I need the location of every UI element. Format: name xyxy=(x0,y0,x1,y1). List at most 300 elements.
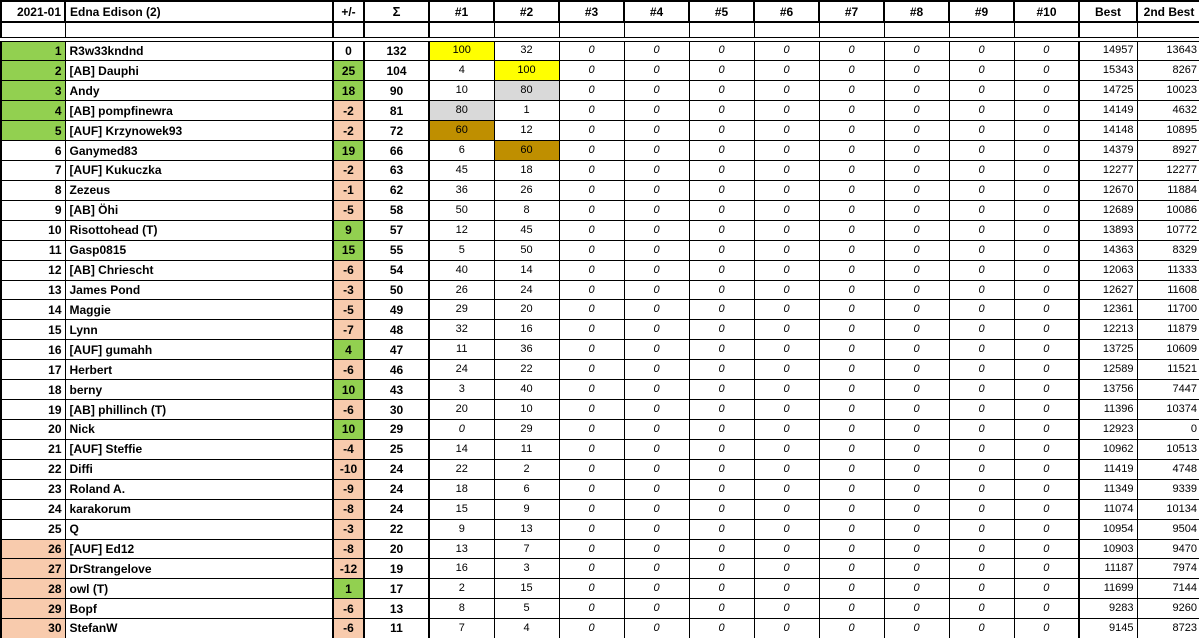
score-cell[interactable]: 0 xyxy=(819,320,884,340)
score-cell[interactable]: 0 xyxy=(559,380,624,400)
score-cell[interactable]: 0 xyxy=(689,340,754,360)
name-cell[interactable]: Q xyxy=(65,519,333,539)
score-cell[interactable]: 0 xyxy=(559,300,624,320)
spacer-cell[interactable] xyxy=(949,22,1014,37)
score-cell[interactable]: 0 xyxy=(689,240,754,260)
score-cell[interactable]: 15 xyxy=(429,499,494,519)
score-cell[interactable]: 0 xyxy=(949,400,1014,420)
score-cell[interactable]: 0 xyxy=(624,559,689,579)
score-cell[interactable]: 0 xyxy=(884,479,949,499)
score-cell[interactable]: 0 xyxy=(624,380,689,400)
score-cell[interactable]: 5 xyxy=(494,599,559,619)
score-cell[interactable]: 0 xyxy=(949,61,1014,81)
score-cell[interactable]: 0 xyxy=(689,559,754,579)
best-cell[interactable]: 12670 xyxy=(1079,180,1137,200)
sum-cell[interactable]: 104 xyxy=(364,61,429,81)
score-cell[interactable]: 12 xyxy=(429,220,494,240)
score-cell[interactable]: 0 xyxy=(689,320,754,340)
score-cell[interactable]: 0 xyxy=(624,400,689,420)
score-cell[interactable]: 0 xyxy=(689,141,754,161)
score-cell[interactable]: 7 xyxy=(494,539,559,559)
score-cell[interactable]: 0 xyxy=(819,101,884,121)
score-cell[interactable]: 0 xyxy=(624,240,689,260)
score-cell[interactable]: 15 xyxy=(494,579,559,599)
score-cell[interactable]: 0 xyxy=(689,280,754,300)
score-cell[interactable]: 0 xyxy=(819,400,884,420)
score-cell[interactable]: 0 xyxy=(819,141,884,161)
game-header[interactable]: #3 xyxy=(559,1,624,22)
second-best-cell[interactable]: 10895 xyxy=(1137,121,1199,141)
score-cell[interactable]: 0 xyxy=(624,101,689,121)
sum-cell[interactable]: 24 xyxy=(364,459,429,479)
score-cell[interactable]: 22 xyxy=(429,459,494,479)
spacer-cell[interactable] xyxy=(1137,22,1199,37)
best-cell[interactable]: 11074 xyxy=(1079,499,1137,519)
best-cell[interactable]: 13756 xyxy=(1079,380,1137,400)
score-cell[interactable]: 18 xyxy=(429,479,494,499)
score-cell[interactable]: 0 xyxy=(624,320,689,340)
score-cell[interactable]: 0 xyxy=(624,141,689,161)
score-cell[interactable]: 0 xyxy=(559,121,624,141)
spacer-cell[interactable] xyxy=(559,22,624,37)
score-cell[interactable]: 0 xyxy=(949,260,1014,280)
sum-cell[interactable]: 90 xyxy=(364,81,429,101)
score-cell[interactable]: 0 xyxy=(1014,360,1079,380)
best-cell[interactable]: 9283 xyxy=(1079,599,1137,619)
second-best-cell[interactable]: 11608 xyxy=(1137,280,1199,300)
delta-cell[interactable]: -4 xyxy=(333,439,364,459)
name-cell[interactable]: [AB] phillinch (T) xyxy=(65,400,333,420)
best-cell[interactable]: 11187 xyxy=(1079,559,1137,579)
score-cell[interactable]: 0 xyxy=(624,41,689,61)
score-cell[interactable]: 0 xyxy=(1014,380,1079,400)
score-cell[interactable]: 9 xyxy=(494,499,559,519)
score-cell[interactable]: 0 xyxy=(559,200,624,220)
score-cell[interactable]: 0 xyxy=(949,619,1014,638)
score-cell[interactable]: 0 xyxy=(559,539,624,559)
score-cell[interactable]: 0 xyxy=(689,300,754,320)
best-cell[interactable]: 12589 xyxy=(1079,360,1137,380)
score-cell[interactable]: 0 xyxy=(559,180,624,200)
score-cell[interactable]: 0 xyxy=(949,41,1014,61)
rank-cell[interactable]: 25 xyxy=(1,519,65,539)
rank-cell[interactable]: 22 xyxy=(1,459,65,479)
score-cell[interactable]: 0 xyxy=(754,260,819,280)
score-cell[interactable]: 100 xyxy=(494,61,559,81)
sum-cell[interactable]: 13 xyxy=(364,599,429,619)
score-cell[interactable]: 0 xyxy=(819,220,884,240)
name-cell[interactable]: Gasp0815 xyxy=(65,240,333,260)
sum-cell[interactable]: 19 xyxy=(364,559,429,579)
score-cell[interactable]: 0 xyxy=(754,459,819,479)
score-cell[interactable]: 0 xyxy=(689,380,754,400)
sum-cell[interactable]: 43 xyxy=(364,380,429,400)
score-cell[interactable]: 0 xyxy=(949,420,1014,440)
score-cell[interactable]: 0 xyxy=(559,220,624,240)
score-cell[interactable]: 0 xyxy=(949,161,1014,181)
delta-cell[interactable]: -1 xyxy=(333,180,364,200)
spacer-cell[interactable] xyxy=(624,22,689,37)
sum-cell[interactable]: 132 xyxy=(364,41,429,61)
score-cell[interactable]: 0 xyxy=(559,280,624,300)
second-best-cell[interactable]: 7144 xyxy=(1137,579,1199,599)
score-cell[interactable]: 2 xyxy=(429,579,494,599)
second-best-cell[interactable]: 9339 xyxy=(1137,479,1199,499)
rank-cell[interactable]: 24 xyxy=(1,499,65,519)
score-cell[interactable]: 0 xyxy=(754,559,819,579)
score-cell[interactable]: 0 xyxy=(689,200,754,220)
second-best-cell[interactable]: 0 xyxy=(1137,420,1199,440)
spacer-cell[interactable] xyxy=(364,22,429,37)
score-cell[interactable]: 0 xyxy=(559,459,624,479)
second-best-header[interactable]: 2nd Best xyxy=(1137,1,1199,22)
score-cell[interactable]: 60 xyxy=(494,141,559,161)
score-cell[interactable]: 0 xyxy=(754,619,819,638)
score-cell[interactable]: 0 xyxy=(689,101,754,121)
score-cell[interactable]: 0 xyxy=(559,81,624,101)
sum-cell[interactable]: 62 xyxy=(364,180,429,200)
delta-cell[interactable]: 0 xyxy=(333,41,364,61)
score-cell[interactable]: 0 xyxy=(1014,519,1079,539)
delta-cell[interactable]: 9 xyxy=(333,220,364,240)
score-cell[interactable]: 0 xyxy=(624,479,689,499)
name-cell[interactable]: [AUF] Steffie xyxy=(65,439,333,459)
sum-cell[interactable]: 24 xyxy=(364,479,429,499)
score-cell[interactable]: 29 xyxy=(429,300,494,320)
score-cell[interactable]: 0 xyxy=(819,300,884,320)
score-cell[interactable]: 0 xyxy=(949,300,1014,320)
delta-cell[interactable]: 4 xyxy=(333,340,364,360)
delta-cell[interactable]: -5 xyxy=(333,200,364,220)
name-cell[interactable]: DrStrangelove xyxy=(65,559,333,579)
spacer-cell[interactable] xyxy=(819,22,884,37)
sum-cell[interactable]: 17 xyxy=(364,579,429,599)
best-cell[interactable]: 12923 xyxy=(1079,420,1137,440)
rank-cell[interactable]: 6 xyxy=(1,141,65,161)
score-cell[interactable]: 0 xyxy=(754,599,819,619)
delta-cell[interactable]: -2 xyxy=(333,101,364,121)
score-cell[interactable]: 50 xyxy=(429,200,494,220)
score-cell[interactable]: 0 xyxy=(559,61,624,81)
score-cell[interactable]: 0 xyxy=(689,599,754,619)
sum-cell[interactable]: 25 xyxy=(364,439,429,459)
second-best-cell[interactable]: 8329 xyxy=(1137,240,1199,260)
spacer-cell[interactable] xyxy=(754,22,819,37)
score-cell[interactable]: 0 xyxy=(624,260,689,280)
sum-cell[interactable]: 54 xyxy=(364,260,429,280)
second-best-cell[interactable]: 9504 xyxy=(1137,519,1199,539)
score-cell[interactable]: 0 xyxy=(819,180,884,200)
sum-cell[interactable]: 30 xyxy=(364,400,429,420)
best-cell[interactable]: 12627 xyxy=(1079,280,1137,300)
score-cell[interactable]: 0 xyxy=(1014,579,1079,599)
score-cell[interactable]: 32 xyxy=(429,320,494,340)
rank-cell[interactable]: 18 xyxy=(1,380,65,400)
second-best-cell[interactable]: 10609 xyxy=(1137,340,1199,360)
score-cell[interactable]: 0 xyxy=(884,121,949,141)
score-cell[interactable]: 0 xyxy=(1014,121,1079,141)
score-cell[interactable]: 0 xyxy=(689,439,754,459)
name-cell[interactable]: [AB] Dauphi xyxy=(65,61,333,81)
score-cell[interactable]: 0 xyxy=(819,459,884,479)
delta-cell[interactable]: -6 xyxy=(333,599,364,619)
score-cell[interactable]: 0 xyxy=(949,579,1014,599)
score-cell[interactable]: 11 xyxy=(494,439,559,459)
score-cell[interactable]: 0 xyxy=(884,499,949,519)
score-cell[interactable]: 0 xyxy=(624,459,689,479)
spacer-cell[interactable] xyxy=(429,22,494,37)
score-cell[interactable]: 0 xyxy=(624,579,689,599)
score-cell[interactable]: 22 xyxy=(494,360,559,380)
second-best-cell[interactable]: 13643 xyxy=(1137,41,1199,61)
score-cell[interactable]: 26 xyxy=(494,180,559,200)
spacer-cell[interactable] xyxy=(333,22,364,37)
second-best-cell[interactable]: 11521 xyxy=(1137,360,1199,380)
score-cell[interactable]: 0 xyxy=(754,539,819,559)
delta-cell[interactable]: -8 xyxy=(333,539,364,559)
score-cell[interactable]: 0 xyxy=(559,619,624,638)
second-best-cell[interactable]: 10086 xyxy=(1137,200,1199,220)
score-cell[interactable]: 0 xyxy=(884,240,949,260)
score-cell[interactable]: 0 xyxy=(624,220,689,240)
second-best-cell[interactable]: 10513 xyxy=(1137,439,1199,459)
name-cell[interactable]: [AUF] Ed12 xyxy=(65,539,333,559)
best-cell[interactable]: 14149 xyxy=(1079,101,1137,121)
score-cell[interactable]: 0 xyxy=(1014,280,1079,300)
score-cell[interactable]: 0 xyxy=(559,101,624,121)
rank-cell[interactable]: 12 xyxy=(1,260,65,280)
delta-cell[interactable]: -10 xyxy=(333,459,364,479)
score-cell[interactable]: 0 xyxy=(884,539,949,559)
best-cell[interactable]: 12361 xyxy=(1079,300,1137,320)
rank-cell[interactable]: 4 xyxy=(1,101,65,121)
score-cell[interactable]: 0 xyxy=(754,220,819,240)
score-cell[interactable]: 0 xyxy=(559,340,624,360)
delta-cell[interactable]: 1 xyxy=(333,579,364,599)
delta-cell[interactable]: -5 xyxy=(333,300,364,320)
score-cell[interactable]: 0 xyxy=(689,81,754,101)
score-cell[interactable]: 0 xyxy=(1014,300,1079,320)
score-cell[interactable]: 0 xyxy=(1014,340,1079,360)
score-cell[interactable]: 0 xyxy=(819,41,884,61)
best-cell[interactable]: 13893 xyxy=(1079,220,1137,240)
second-best-cell[interactable]: 8927 xyxy=(1137,141,1199,161)
title-cell[interactable]: Edna Edison (2) xyxy=(65,1,333,22)
rank-cell[interactable]: 8 xyxy=(1,180,65,200)
score-cell[interactable]: 0 xyxy=(1014,400,1079,420)
score-cell[interactable]: 0 xyxy=(689,121,754,141)
second-best-cell[interactable]: 10374 xyxy=(1137,400,1199,420)
rank-cell[interactable]: 27 xyxy=(1,559,65,579)
game-header[interactable]: #5 xyxy=(689,1,754,22)
score-cell[interactable]: 0 xyxy=(884,180,949,200)
score-cell[interactable]: 0 xyxy=(624,121,689,141)
score-cell[interactable]: 0 xyxy=(689,180,754,200)
score-cell[interactable]: 0 xyxy=(949,340,1014,360)
score-cell[interactable]: 29 xyxy=(494,420,559,440)
score-cell[interactable]: 0 xyxy=(1014,41,1079,61)
score-cell[interactable]: 0 xyxy=(624,200,689,220)
score-cell[interactable]: 0 xyxy=(754,141,819,161)
score-cell[interactable]: 100 xyxy=(429,41,494,61)
score-cell[interactable]: 0 xyxy=(949,439,1014,459)
score-cell[interactable]: 0 xyxy=(949,240,1014,260)
spacer-cell[interactable] xyxy=(494,22,559,37)
name-cell[interactable]: [AB] Chriescht xyxy=(65,260,333,280)
name-cell[interactable]: Herbert xyxy=(65,360,333,380)
sum-cell[interactable]: 20 xyxy=(364,539,429,559)
sum-header[interactable]: Σ xyxy=(364,1,429,22)
score-cell[interactable]: 0 xyxy=(819,340,884,360)
score-cell[interactable]: 0 xyxy=(624,300,689,320)
best-cell[interactable]: 14957 xyxy=(1079,41,1137,61)
spacer-cell[interactable] xyxy=(1014,22,1079,37)
score-cell[interactable]: 0 xyxy=(754,240,819,260)
sum-cell[interactable]: 66 xyxy=(364,141,429,161)
rank-cell[interactable]: 30 xyxy=(1,619,65,638)
name-cell[interactable]: [AB] pompfinewra xyxy=(65,101,333,121)
score-cell[interactable]: 0 xyxy=(559,41,624,61)
score-cell[interactable]: 0 xyxy=(819,360,884,380)
score-cell[interactable]: 0 xyxy=(624,61,689,81)
score-cell[interactable]: 80 xyxy=(429,101,494,121)
game-header[interactable]: #2 xyxy=(494,1,559,22)
score-cell[interactable]: 0 xyxy=(559,519,624,539)
delta-cell[interactable]: -2 xyxy=(333,161,364,181)
name-cell[interactable]: [AB] Öhi xyxy=(65,200,333,220)
score-cell[interactable]: 0 xyxy=(949,380,1014,400)
score-cell[interactable]: 0 xyxy=(949,519,1014,539)
score-cell[interactable]: 0 xyxy=(884,400,949,420)
score-cell[interactable]: 13 xyxy=(429,539,494,559)
game-header[interactable]: #10 xyxy=(1014,1,1079,22)
delta-cell[interactable]: -6 xyxy=(333,260,364,280)
score-cell[interactable]: 0 xyxy=(1014,559,1079,579)
score-cell[interactable]: 8 xyxy=(429,599,494,619)
score-cell[interactable]: 0 xyxy=(884,380,949,400)
sum-cell[interactable]: 22 xyxy=(364,519,429,539)
score-cell[interactable]: 0 xyxy=(754,101,819,121)
score-cell[interactable]: 0 xyxy=(884,459,949,479)
score-cell[interactable]: 0 xyxy=(819,539,884,559)
score-cell[interactable]: 0 xyxy=(689,579,754,599)
score-cell[interactable]: 0 xyxy=(559,439,624,459)
score-cell[interactable]: 0 xyxy=(624,499,689,519)
best-cell[interactable]: 14379 xyxy=(1079,141,1137,161)
score-cell[interactable]: 24 xyxy=(429,360,494,380)
score-cell[interactable]: 0 xyxy=(624,81,689,101)
score-cell[interactable]: 0 xyxy=(754,479,819,499)
score-cell[interactable]: 0 xyxy=(884,161,949,181)
best-cell[interactable]: 9145 xyxy=(1079,619,1137,638)
score-cell[interactable]: 0 xyxy=(559,579,624,599)
game-header[interactable]: #1 xyxy=(429,1,494,22)
score-cell[interactable]: 0 xyxy=(1014,619,1079,638)
score-cell[interactable]: 0 xyxy=(754,81,819,101)
score-cell[interactable]: 0 xyxy=(884,220,949,240)
delta-cell[interactable]: 10 xyxy=(333,380,364,400)
name-cell[interactable]: karakorum xyxy=(65,499,333,519)
score-cell[interactable]: 0 xyxy=(624,340,689,360)
score-cell[interactable]: 0 xyxy=(884,420,949,440)
score-cell[interactable]: 3 xyxy=(494,559,559,579)
second-best-cell[interactable]: 8723 xyxy=(1137,619,1199,638)
score-cell[interactable]: 0 xyxy=(819,161,884,181)
score-cell[interactable]: 0 xyxy=(689,41,754,61)
score-cell[interactable]: 0 xyxy=(884,200,949,220)
name-cell[interactable]: [AUF] Krzynowek93 xyxy=(65,121,333,141)
score-cell[interactable]: 0 xyxy=(689,260,754,280)
score-cell[interactable]: 50 xyxy=(494,240,559,260)
score-cell[interactable]: 0 xyxy=(819,499,884,519)
score-cell[interactable]: 0 xyxy=(949,280,1014,300)
score-cell[interactable]: 0 xyxy=(949,499,1014,519)
score-cell[interactable]: 0 xyxy=(819,200,884,220)
score-cell[interactable]: 0 xyxy=(1014,479,1079,499)
best-cell[interactable]: 14148 xyxy=(1079,121,1137,141)
score-cell[interactable]: 12 xyxy=(494,121,559,141)
score-cell[interactable]: 0 xyxy=(1014,459,1079,479)
rank-cell[interactable]: 16 xyxy=(1,340,65,360)
rank-cell[interactable]: 15 xyxy=(1,320,65,340)
score-cell[interactable]: 0 xyxy=(754,439,819,459)
score-cell[interactable]: 0 xyxy=(884,320,949,340)
best-cell[interactable]: 10954 xyxy=(1079,519,1137,539)
score-cell[interactable]: 0 xyxy=(1014,200,1079,220)
sum-cell[interactable]: 46 xyxy=(364,360,429,380)
best-cell[interactable]: 12277 xyxy=(1079,161,1137,181)
score-cell[interactable]: 80 xyxy=(494,81,559,101)
score-cell[interactable]: 0 xyxy=(1014,161,1079,181)
second-best-cell[interactable]: 10134 xyxy=(1137,499,1199,519)
score-cell[interactable]: 0 xyxy=(819,260,884,280)
score-cell[interactable]: 0 xyxy=(754,420,819,440)
score-cell[interactable]: 0 xyxy=(689,519,754,539)
game-header[interactable]: #6 xyxy=(754,1,819,22)
score-cell[interactable]: 14 xyxy=(429,439,494,459)
delta-cell[interactable]: -9 xyxy=(333,479,364,499)
sum-cell[interactable]: 50 xyxy=(364,280,429,300)
delta-cell[interactable]: 15 xyxy=(333,240,364,260)
score-cell[interactable]: 0 xyxy=(819,439,884,459)
score-cell[interactable]: 0 xyxy=(624,619,689,638)
score-cell[interactable]: 0 xyxy=(754,519,819,539)
score-cell[interactable]: 40 xyxy=(494,380,559,400)
best-cell[interactable]: 11419 xyxy=(1079,459,1137,479)
second-best-cell[interactable]: 10772 xyxy=(1137,220,1199,240)
second-best-cell[interactable]: 7447 xyxy=(1137,380,1199,400)
rank-cell[interactable]: 7 xyxy=(1,161,65,181)
delta-cell[interactable]: -6 xyxy=(333,400,364,420)
name-cell[interactable]: Risottohead (T) xyxy=(65,220,333,240)
sum-cell[interactable]: 57 xyxy=(364,220,429,240)
sum-cell[interactable]: 49 xyxy=(364,300,429,320)
score-cell[interactable]: 10 xyxy=(429,81,494,101)
score-cell[interactable]: 0 xyxy=(754,579,819,599)
name-cell[interactable]: Diffi xyxy=(65,459,333,479)
score-cell[interactable]: 0 xyxy=(1014,101,1079,121)
score-cell[interactable]: 24 xyxy=(494,280,559,300)
score-cell[interactable]: 9 xyxy=(429,519,494,539)
period-cell[interactable]: 2021-01 xyxy=(1,1,65,22)
score-cell[interactable]: 0 xyxy=(1014,260,1079,280)
second-best-cell[interactable]: 11700 xyxy=(1137,300,1199,320)
sum-cell[interactable]: 24 xyxy=(364,499,429,519)
game-header[interactable]: #4 xyxy=(624,1,689,22)
name-cell[interactable]: StefanW xyxy=(65,619,333,638)
best-cell[interactable]: 12063 xyxy=(1079,260,1137,280)
score-cell[interactable]: 0 xyxy=(624,420,689,440)
